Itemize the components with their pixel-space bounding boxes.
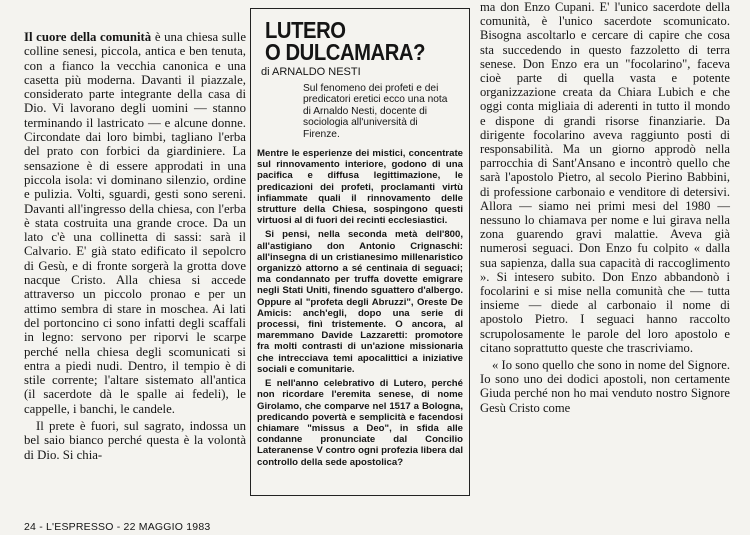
sidebar-box (250, 8, 470, 496)
box-body (257, 148, 463, 468)
article-column-left (24, 30, 246, 462)
box-paragraph: Mentre le esperienze dei mistici, concentrate sul rinnovamento interiore, godono di una pacifica e diffusa legittimazione, le predicazioni dei profeti, proclamanti virtù infiammate quali il rinnovamento delle strutture della Chiesa, sospingono questi virtuosi al di fuori dei recinti ecclesiastici. (257, 148, 463, 227)
byline: di ARNALDO NESTI (261, 66, 361, 78)
box-title: LUTERO O DULCAMARA? (265, 17, 425, 65)
box-paragraph: Si pensi, nella seconda metà dell'800, all'astigiano don Antonio Crignaschi: all'insegna di un cristianesimo millenaristico organizzò attorno a sé centinaia di seguaci; ma condannato per truffa dovette emigrare negli Stati Uniti, finendo sguattero d'albergo. Oppure al "profeta degli Abruzzi", Oreste De Amicis: anch'egli, dopo una serie di processi, finì tristemente. O ancora, al maremmano Davide Lazzaretti: promotore fra molti contrasti di un'azione missionaria che intrecciava temi apocalittici a iniziative sociali e comunitarie. (257, 229, 463, 375)
paragraph: « Io sono quello che sono in nome del Signore. Io sono uno dei dodici apostoli, non certamente Giuda perché non ho mai venduto nostro Signore Gesù Cristo come (480, 358, 730, 415)
lead-text: Sul fenomeno dei profeti e dei predicatori eretici ecco una nota di Arnaldo Nesti, docente di sociologia all'università di Firenze. (303, 83, 448, 140)
paragraph: Il cuore della comunità è una chiesa sulle colline senesi, piccola, antica e ben tenuta, con a fianco la vecchia canonica e una casetta più moderna. Davanti il piazzale, considerato parte integrante della casa di Dio. Vi lavorano degli uomini — stanno terminando il lastricato — e alcune donne. Circondate dai loro bimbi, tagliano l'erba del prato con forbici da giardiniere. La sensazione è di essere approdati in una piccola isola: vi dominano silenzio, ordine e pulizia. Volti, sguardi, gesti sono sereni. Davanti all'ingresso della chiesa, con l'erba è stata costruita una grande croce. Da un lato c'è una collinetta di sassi: sarà il Calvario. E' già stato edificato il sepolcro di Gesù, e di fronte sorgerà la grotta dove nacque Cristo. Alla chiesa si accede attraverso un piccolo pronao e per un attimo sembra di stare in moschea. Ai lati del portoncino ci sono infatti degli scaffali in legno: servono per riporvi le scarpe perché nella chiesa degli scomunicati si entra a piedi nudi. Dentro, il tempio è di stile corrente; l'altare sistemato all'antica (il sacerdote dà le spalle ai fedeli), le cappelle, i banchi, le candele. (24, 30, 246, 416)
article-column-right (480, 0, 730, 415)
box-paragraph: E nell'anno celebrativo di Lutero, perché non ricordare l'eremita senese, di nome Girolamo, che comparve nel 1517 a Bologna, predicando povertà e semplicità e facendosi chiamare "missus a Deo", in sfida alle condanne pronunciate dal Concilio Lateranense V contro ogni profezia libera dal controllo della sede apostolica? (257, 378, 463, 468)
run-in-heading: Il cuore della comunità (24, 30, 152, 44)
paragraph: ma don Enzo Cupani. E' l'unico sacerdote della comunità, è l'unico sacerdote scomunicato. Bisogna ascoltarlo e cercare di capire che cosa sta succedendo in questo fazzoletto di terra senese. Don Enzo era un "focolarino", faceva cioè parte di quella vasta e potente organizzazione creata da Chiara Lubich e che oggi conta migliaia di aderenti in tutto il mondo e dispone di grandi risorse finanziarie. Da dirigente focolarino aveva raggiunto posti di responsabilità. Ma un giorno approdò nella parrocchia di Sant'Ansano e incontrò quello che sarà l'apostolo Pietro, al secolo Pierino Babbini, di professione carbonaio e venditore di detersivi. Allora — siamo nei primi mesi del 1980 — nessuno lo chiamava per nome e lui girava nella zona guarendo gravi malattie. Aveva già numerosi seguaci. Don Enzo fu colpito « dalla sua sapienza, dalla sua capacità di raccoglimento ». Si intesero subito. Don Enzo abbandonò i focolarini e si mise nella comunità che — tutta insieme — diede al carbonaio il nome di apostolo Pietro. I seguaci hanno raccolto scrupolosamente le parole del loro apostolo e citano soprattutto queste che trascriviamo. (480, 0, 730, 355)
page-footer: 24 - L'ESPRESSO - 22 MAGGIO 1983 (24, 521, 211, 533)
paragraph: Il prete è fuori, sul sagrato, indossa un bel saio bianco perché questa è la volontà di Dio. Si chia- (24, 419, 246, 462)
